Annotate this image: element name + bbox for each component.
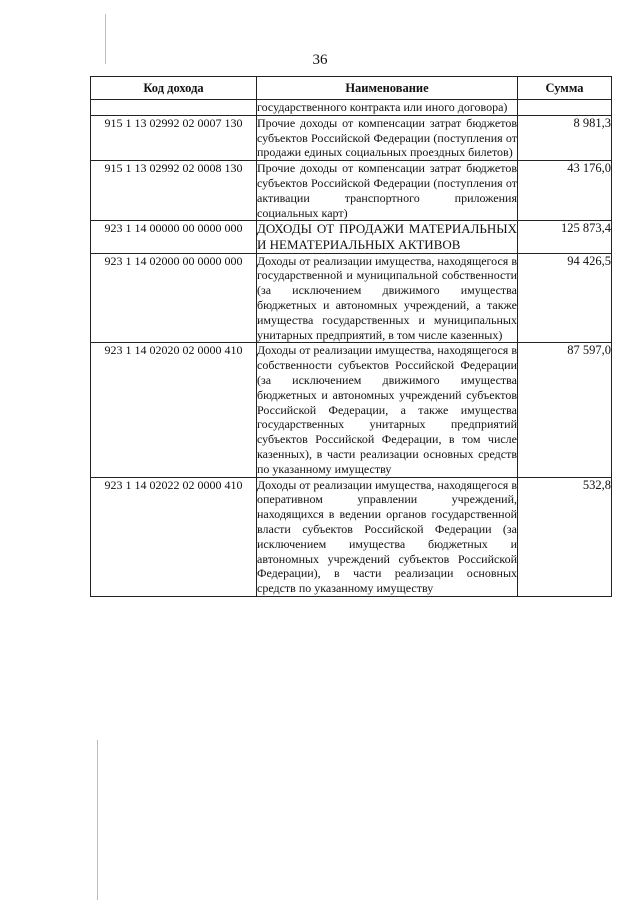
revenue-sum: 87 597,0: [518, 343, 612, 477]
revenue-name: Прочие доходы от компенсации затрат бюджетов субъектов Российской Федерации (поступления от продажи единых социальных проездных билетов): [257, 115, 517, 160]
revenue-code: 915 1 13 02992 02 0007 130: [91, 115, 257, 160]
revenue-code: 923 1 14 02000 00 0000 000: [91, 253, 257, 343]
revenue-name: государственного контракта или иного договора): [257, 100, 518, 116]
revenue-name: Доходы от реализации имущества, находящегося в собственности субъектов Российской Федерации (за исключением движимого имущества бюджетных и автономных учреждений субъектов Российской Федерации, а также имущества государственных унитарных предприятий субъектов Российской Федерации, в том числе казенных), в части реализации основных средств по указанному имуществу: [257, 343, 517, 476]
revenue-table: [90, 76, 612, 597]
revenue-name: Доходы от реализации имущества, находящегося в оперативном управлении учреждений, находящихся в ведении органов государственной власти субъектов Российской Федерации (за исключением имущества бюджетных и автономных учреждений субъектов Российской Федерации), в части реализации основных средств по указанному имуществу: [257, 477, 517, 596]
revenue-code: [91, 100, 257, 116]
revenue-sum: [518, 100, 612, 116]
scan-margin-mark: [97, 740, 98, 900]
table-row: [91, 477, 612, 596]
table-row: [91, 343, 612, 477]
revenue-code: 923 1 14 00000 00 0000 000: [91, 221, 257, 253]
revenue-sum: 125 873,4: [518, 221, 612, 253]
header-name: Наименование: [257, 77, 518, 100]
revenue-sum: 532,8: [518, 477, 612, 596]
table-row: [91, 253, 612, 343]
revenue-sum: 8 981,3: [518, 115, 612, 160]
header-code: Код дохода: [91, 77, 257, 100]
table-row: [91, 115, 612, 160]
table-row: [91, 161, 612, 221]
revenue-code: 923 1 14 02020 02 0000 410: [91, 343, 257, 477]
revenue-name: ДОХОДЫ ОТ ПРОДАЖИ МАТЕРИАЛЬНЫХ И НЕМАТЕРИАЛЬНЫХ АКТИВОВ: [257, 221, 517, 252]
scan-margin-mark: [105, 14, 106, 64]
revenue-sum: 43 176,0: [518, 161, 612, 221]
table-row: [91, 221, 612, 253]
revenue-sum: 94 426,5: [518, 253, 612, 343]
table-header-row: [91, 77, 612, 100]
revenue-name: Прочие доходы от компенсации затрат бюджетов субъектов Российской Федерации (поступления от активации транспортного приложения социальных карт): [257, 161, 517, 220]
revenue-code: 915 1 13 02992 02 0008 130: [91, 161, 257, 221]
page-number: 36: [312, 52, 328, 68]
revenue-code: 923 1 14 02022 02 0000 410: [91, 477, 257, 596]
revenue-name: Доходы от реализации имущества, находящегося в государственной и муниципальной собственности (за исключением движимого имущества бюджетных и автономных учреждений, а также имущества государственных и муниципальных унитарных предприятий, в том числе казенных): [257, 253, 517, 342]
header-sum: Сумма: [518, 77, 612, 100]
table-row: [91, 100, 612, 116]
